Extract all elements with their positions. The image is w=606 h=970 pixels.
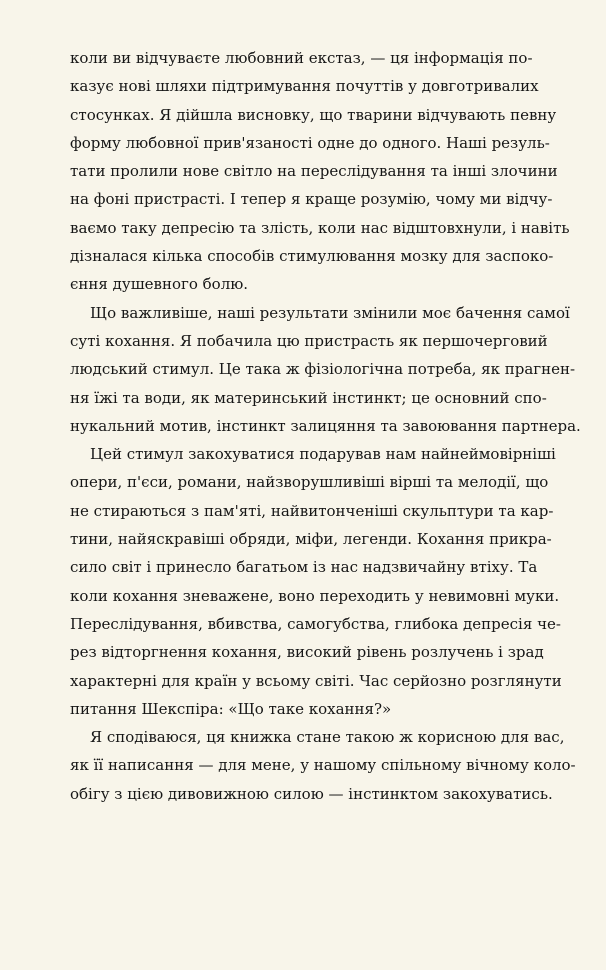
text-line: єння душевного болю. xyxy=(70,275,249,294)
text-line: не стираються з пам'яті, найвитонченіші скульптури та кар- xyxy=(70,501,554,520)
text-line: Переслідування, вбивства, самогубства, глибока депресія че- xyxy=(70,614,561,633)
paragraph-2 xyxy=(70,299,581,440)
body-text xyxy=(70,44,581,808)
text-line: питання Шекспіра: «Що таке кохання?» xyxy=(70,699,392,718)
text-line: коли ви відчуваєте любовний екстаз, — ця інформація по- xyxy=(70,49,533,67)
text-line: тати пролили нове світло на переслідування та інші злочини xyxy=(70,162,558,181)
text-line: людський стимул. Це така ж фізіологічна потреба, як прагнен- xyxy=(70,360,576,379)
text-line: рез відторгнення кохання, високий рівень розлучень і зрад xyxy=(70,643,544,662)
text-line: ня їжі та води, як материнський інстинкт; це основний спо- xyxy=(70,388,547,407)
text-line: тини, найяскравіші обряди, міфи, легенди. Кохання прикра- xyxy=(70,530,552,549)
text-line: як її написання — для мене, у нашому спільному вічному коло- xyxy=(70,756,576,775)
text-line: Що важливіше, наші результати змінили моє бачення самої xyxy=(90,303,570,322)
text-line: Цей стимул закохуватися подарував нам найнеймовірніші xyxy=(90,445,556,464)
text-line: на фоні пристрасті. І тепер я краще розумію, чому ми відчу- xyxy=(70,190,553,209)
paragraph-1 xyxy=(70,44,570,299)
text-line: коли кохання зневажене, воно переходить у невимовні муки. xyxy=(70,586,560,605)
text-line: характерні для країн у всьому світі. Час серйозно розглянути xyxy=(70,671,562,690)
paragraph-4 xyxy=(70,723,576,808)
text-line: обігу з цією дивовижною силою — інстинктом закохуватись. xyxy=(70,784,553,803)
text-line: сило світ і принесло багатьом із нас надзвичайну втіху. Та xyxy=(70,558,538,577)
text-line: дізналася кілька способів стимулювання мозку для заспоко- xyxy=(70,247,554,266)
paragraph-3 xyxy=(70,440,562,723)
text-line: стосунках. Я дійшла висновку, що тварини відчувають певну xyxy=(70,105,557,124)
text-line: ваємо таку депресію та злість, коли нас відштовхнули, і навіть xyxy=(70,218,570,237)
text-line: казує нові шляхи підтримування почуттів у довготривалих xyxy=(70,77,539,96)
text-line: опери, п'єси, романи, найзворушливіші вірші та мелодії, що xyxy=(70,473,549,492)
text-line: форму любовної прив'язаності одне до одного. Наші резуль- xyxy=(70,133,550,152)
text-line: нукальний мотив, інстинкт залицяння та завоювання партнера. xyxy=(70,416,581,435)
text-line: Я сподіваюся, ця книжка стане такою ж корисною для вас, xyxy=(90,728,565,747)
text-line: суті кохання. Я побачила цю пристрасть як першочерговий xyxy=(70,331,548,350)
